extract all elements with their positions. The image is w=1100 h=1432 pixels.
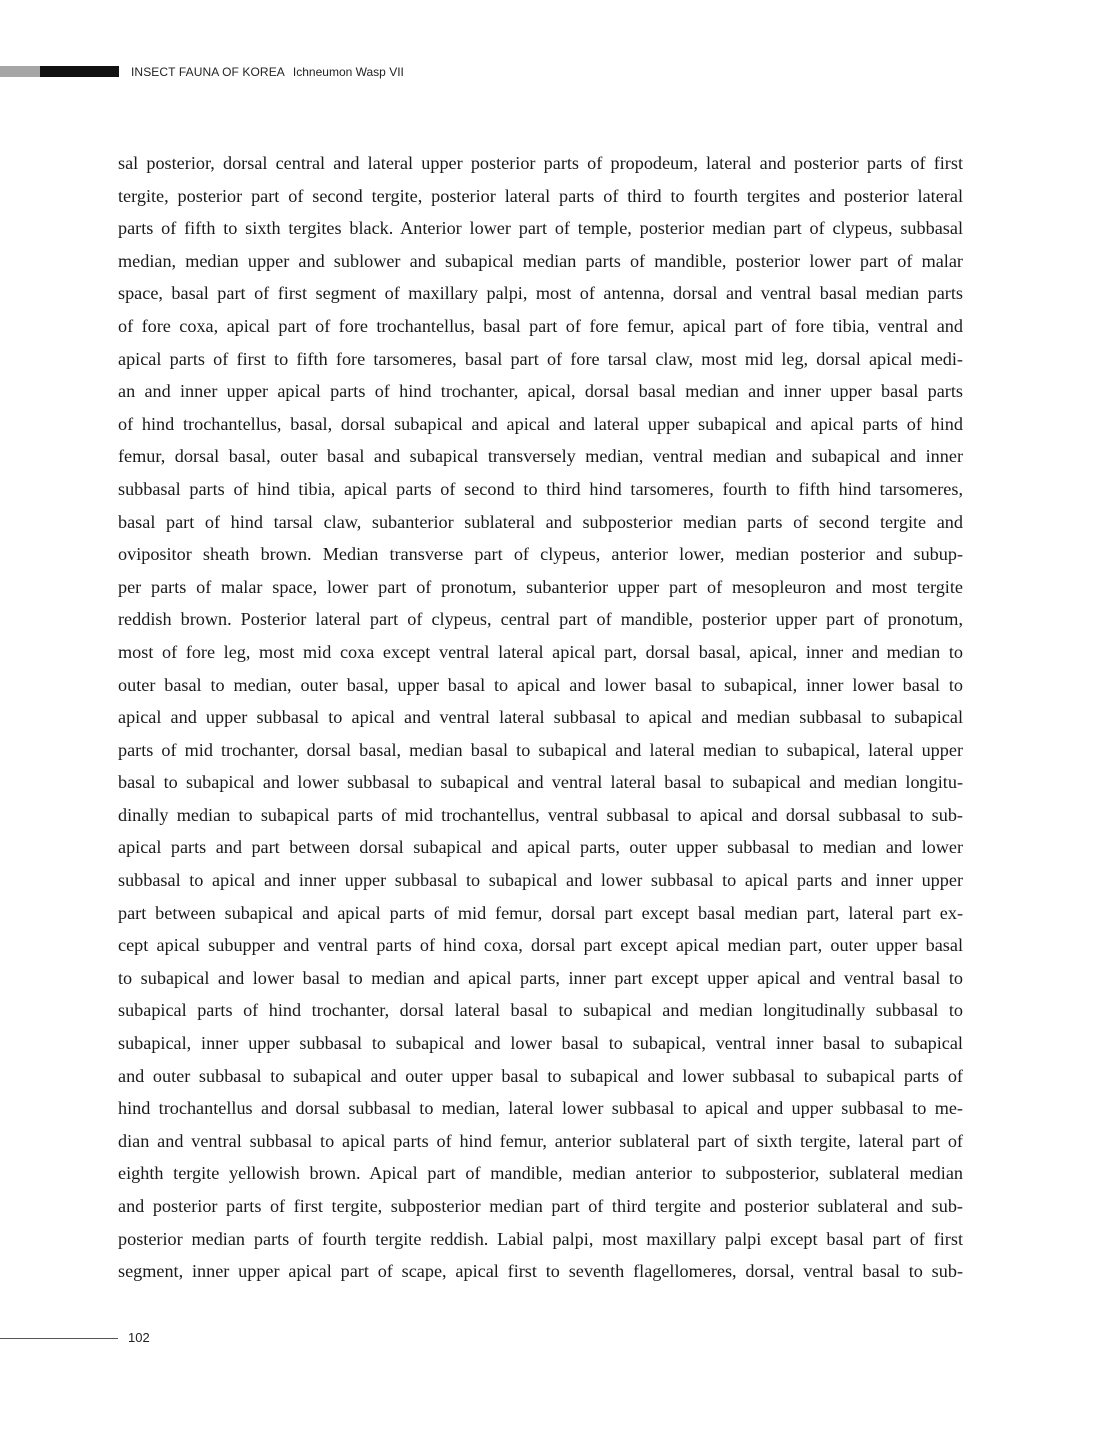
- text-line: basal part of hind tarsal claw, subanterior sublateral and subposterior median parts of second tergite and: [118, 511, 963, 532]
- page-number: 102: [128, 1330, 150, 1345]
- running-head: [131, 64, 404, 80]
- text-line: cept apical subupper and ventral parts of hind coxa, dorsal part except apical median part, outer upper basal: [118, 935, 963, 956]
- text-line: dian and ventral subbasal to apical parts of hind femur, anterior sublateral part of sixth tergite, lateral part of: [118, 1130, 963, 1151]
- text-line: femur, dorsal basal, outer basal and subapical transversely median, ventral median and subapical and inner: [118, 446, 963, 467]
- header-bar-black: [40, 66, 119, 77]
- text-line: space, basal part of first segment of maxillary palpi, most of antenna, dorsal and ventral basal median parts: [118, 283, 963, 304]
- text-line: of fore coxa, apical part of fore trochantellus, basal part of fore femur, apical part of fore tibia, ventral and: [118, 315, 963, 336]
- text-line: per parts of malar space, lower part of pronotum, subanterior upper part of mesopleuron and most tergite: [118, 576, 963, 597]
- body-text: [118, 147, 963, 1288]
- running-head-series: INSECT FAUNA OF KOREA: [131, 65, 285, 79]
- text-line: tergite, posterior part of second tergite, posterior lateral parts of third to fourth tergites and posterior lateral: [118, 185, 963, 206]
- text-line: median, median upper and sublower and subapical median parts of mandible, posterior lower part of malar: [118, 250, 963, 271]
- text-line: and posterior parts of first tergite, subposterior median part of third tergite and posterior sublateral and sub-: [118, 1196, 963, 1216]
- text-line: an and inner upper apical parts of hind trochanter, apical, dorsal basal median and inner upper basal parts: [118, 381, 963, 402]
- text-line: to subapical and lower basal to median and apical parts, inner part except upper apical and ventral basal to: [118, 967, 963, 988]
- text-line: parts of mid trochanter, dorsal basal, median basal to subapical and lateral median to subapical, lateral upper: [118, 739, 963, 760]
- text-line: ovipositor sheath brown. Median transverse part of clypeus, anterior lower, median posterior and subup-: [118, 544, 963, 565]
- text-line: dinally median to subapical parts of mid trochantellus, ventral subbasal to apical and dorsal subbasal to sub-: [118, 804, 963, 825]
- text-line: subapical parts of hind trochanter, dorsal lateral basal to subapical and median longitudinally subbasal to: [118, 1000, 963, 1021]
- footer-rule: [0, 1338, 118, 1339]
- running-head-volume: Ichneumon Wasp VII: [292, 65, 404, 79]
- text-line: part between subapical and apical parts of mid femur, dorsal part except basal median part, lateral part ex-: [118, 902, 963, 923]
- text-line: parts of fifth to sixth tergites black. Anterior lower part of temple, posterior median part of clypeus, subbasal: [118, 218, 963, 239]
- text-line: apical parts and part between dorsal subapical and apical parts, outer upper subbasal to median and lower: [118, 837, 963, 858]
- text-line: subapical, inner upper subbasal to subapical and lower basal to subapical, ventral inner basal to subapical: [118, 1033, 963, 1054]
- text-line: of hind trochantellus, basal, dorsal subapical and apical and lateral upper subapical and apical parts of hind: [118, 413, 963, 434]
- text-line: hind trochantellus and dorsal subbasal to median, lateral lower subbasal to apical and upper subbasal to me-: [118, 1098, 963, 1119]
- text-line: apical and upper subbasal to apical and ventral lateral subbasal to apical and median subbasal to subapical: [118, 707, 963, 728]
- text-line: sal posterior, dorsal central and lateral upper posterior parts of propodeum, lateral and posterior parts of first: [118, 153, 963, 173]
- text-line: reddish brown. Posterior lateral part of clypeus, central part of mandible, posterior upper part of pronotum,: [118, 609, 963, 630]
- text-line: outer basal to median, outer basal, upper basal to apical and lower basal to subapical, inner lower basal to: [118, 674, 963, 695]
- text-line: eighth tergite yellowish brown. Apical part of mandible, median anterior to subposterior, sublateral median: [118, 1163, 963, 1184]
- text-line: apical parts of first to fifth fore tarsomeres, basal part of fore tarsal claw, most mid leg, dorsal apical medi-: [118, 348, 963, 369]
- header-bar-grey: [0, 66, 40, 77]
- text-line: most of fore leg, most mid coxa except ventral lateral apical part, dorsal basal, apical, inner and median to: [118, 641, 963, 662]
- text-line: subbasal to apical and inner upper subbasal to subapical and lower subbasal to apical parts and inner upper: [118, 870, 963, 891]
- text-line: subbasal parts of hind tibia, apical parts of second to third hind tarsomeres, fourth to fifth hind tarsomeres,: [118, 478, 963, 499]
- text-line: and outer subbasal to subapical and outer upper basal to subapical and lower subbasal to subapical parts of: [118, 1065, 963, 1086]
- text-line: basal to subapical and lower subbasal to subapical and ventral lateral basal to subapical and median longitu-: [118, 772, 963, 793]
- text-line: posterior median parts of fourth tergite reddish. Labial palpi, most maxillary palpi except basal part of first: [118, 1228, 963, 1249]
- text-line: segment, inner upper apical part of scape, apical first to seventh flagellomeres, dorsal, ventral basal to sub-: [118, 1261, 963, 1282]
